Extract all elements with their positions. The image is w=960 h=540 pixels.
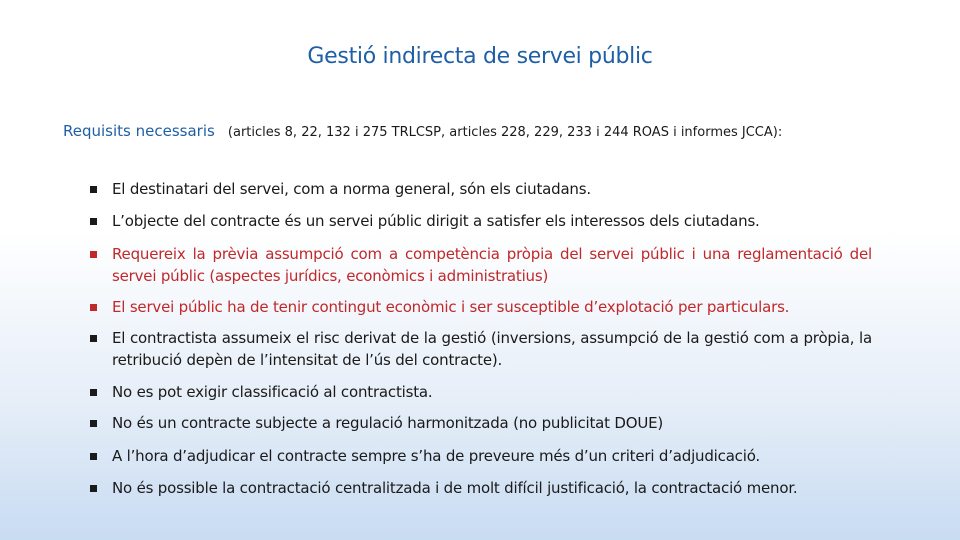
list-item (90, 296, 872, 318)
list-item-text: El servei públic ha de tenir contingut econòmic i ser susceptible d’explotació per particulars. (112, 298, 790, 316)
square-bullet-icon (90, 304, 97, 311)
list-item (90, 210, 872, 232)
list-item (90, 477, 872, 499)
list-item (90, 178, 872, 200)
list-item (90, 381, 872, 403)
square-bullet-icon (90, 420, 97, 427)
square-bullet-icon (90, 218, 97, 225)
requirements-heading (63, 121, 943, 140)
list-item-text: El destinatari del servei, com a norma general, són els ciutadans. (112, 180, 591, 198)
list-item-text: No és possible la contractació centralitzada i de molt difícil justificació, la contractació menor. (112, 479, 798, 497)
square-bullet-icon (90, 251, 97, 258)
list-item-text: El contractista assumeix el risc derivat de la gestió (inversions, assumpció de la gestió com a pròpia, la retribució depèn de l’intensitat de l’ús del contracte). (112, 329, 872, 369)
square-bullet-icon (90, 186, 97, 193)
list-item-text: A l’hora d’adjudicar el contracte sempre s’ha de preveure més d’un criteri d’adjudicació. (112, 447, 760, 465)
square-bullet-icon (90, 335, 97, 342)
square-bullet-icon (90, 453, 97, 460)
list-item-text: L’objecte del contracte és un servei públic dirigit a satisfer els interessos dels ciutadans. (112, 212, 760, 230)
page-title: Gestió indirecta de servei públic (307, 44, 653, 69)
square-bullet-icon (90, 389, 97, 396)
list-item-text: Requereix la prèvia assumpció com a competència pròpia del servei públic i una reglamentació del servei públic (aspectes jurídics, econòmics i administratius) (112, 245, 872, 285)
list-item-text: No és un contracte subjecte a regulació harmonitzada (no publicitat DOUE) (112, 414, 664, 432)
requirements-articles: (articles 8, 22, 132 i 275 TRLCSP, articles 228, 229, 233 i 244 ROAS i informes JCCA): (227, 125, 783, 140)
list-item (90, 327, 872, 371)
square-bullet-icon (90, 485, 97, 492)
list-item-text: No es pot exigir classificació al contractista. (112, 383, 433, 401)
list-item (90, 445, 872, 467)
list-item (90, 243, 872, 287)
requirements-label: Requisits necessaris (63, 122, 215, 140)
list-item (90, 412, 872, 434)
